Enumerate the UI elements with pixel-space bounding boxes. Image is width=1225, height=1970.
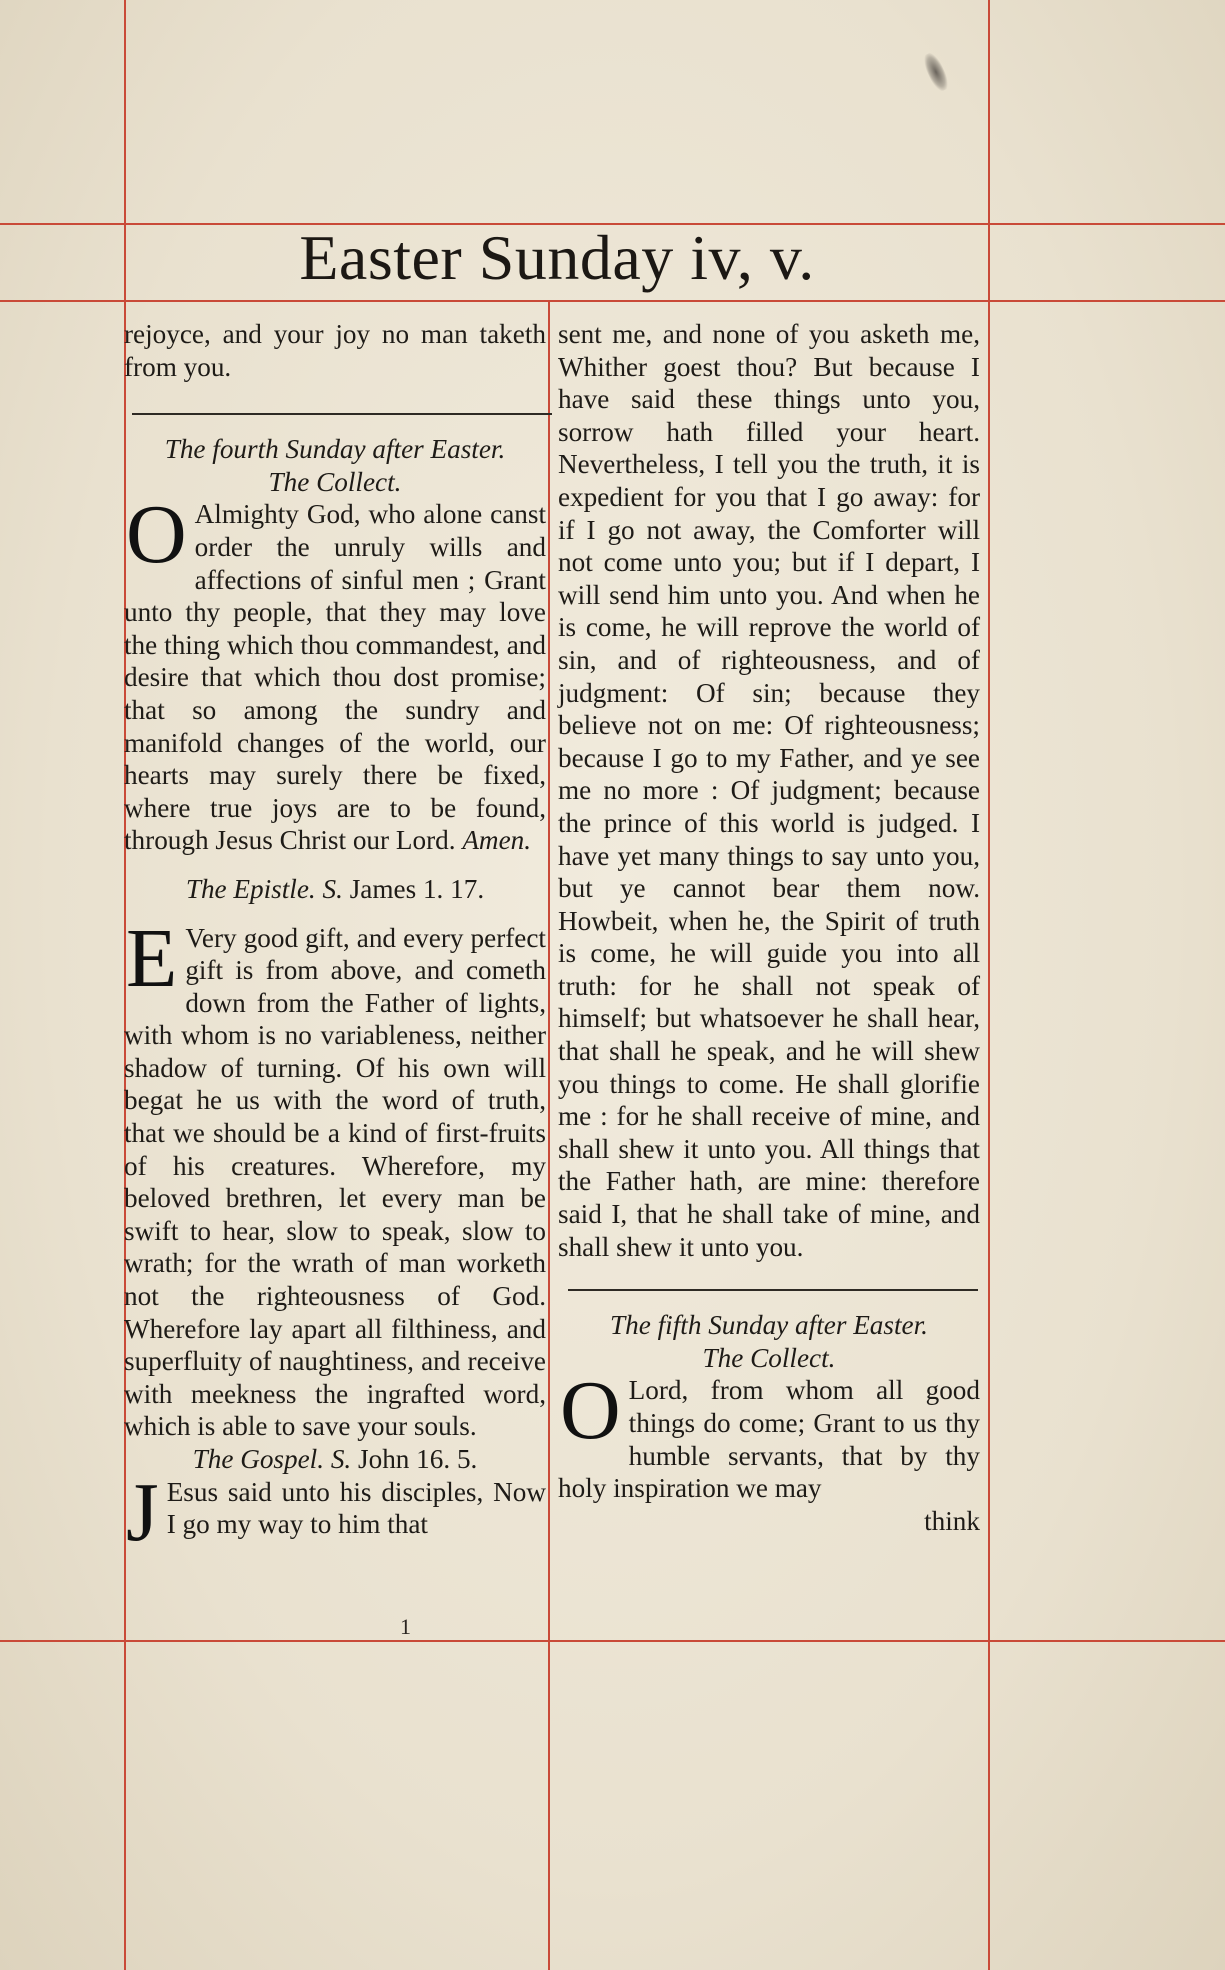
drop-cap-initial: O	[560, 1364, 621, 1458]
drop-cap-initial: J	[126, 1465, 159, 1559]
fifth-sunday-collect-heading: The Collect.	[702, 1342, 836, 1373]
right-column	[558, 318, 980, 1537]
epistle-text	[124, 911, 546, 1444]
signature-mark: 1	[400, 1614, 411, 1639]
section-divider	[132, 413, 552, 415]
catchword: think	[924, 1505, 980, 1536]
epistle-label: The Epistle.	[185, 873, 316, 904]
section-divider	[568, 1289, 978, 1291]
collect-text: Lord, from whom all good things do come; Grant to us thy humble servants, that by thy holy inspiration we may	[558, 1375, 980, 1504]
continuation-text: rejoyce, and your joy no man taketh from you.	[124, 319, 546, 382]
epistle-heading	[124, 873, 546, 906]
epistle-reference: James 1. 17.	[349, 873, 485, 904]
rule-center	[548, 300, 550, 1970]
fifth-sunday-title: The fifth Sunday after Easter.	[610, 1310, 928, 1341]
ink-blot	[920, 50, 951, 93]
drop-cap-initial: O	[126, 488, 187, 582]
running-head: Easter Sunday iv, v.	[299, 222, 815, 293]
left-column	[124, 318, 546, 1559]
gospel-label: The Gospel.	[192, 1444, 325, 1474]
gospel-reference: John 16. 5.	[358, 1444, 478, 1474]
collect-text: Almighty God, who alone canst order the unruly wills and affections of sinful men ; Grant unto thy people, that they may love the thing which thou commandest, and desire that which thou dost promise; that so among the sundry and manifold changes of the world, our hearts may surely there be fixed, where true joys are to be found, through Jesus Christ our Lord.	[124, 499, 546, 856]
fourth-sunday-collect-heading: The Collect.	[268, 466, 402, 497]
fourth-sunday-collect	[124, 488, 546, 857]
gospel-continued: sent me, and none of you asketh me, Whither goest thou? But because I have said these things unto you, sorrow hath filled your heart. Nevertheless, I tell you the truth, it is expedient for you that I go away: for if I go not away, the Comforter will not come unto you; but if I depart, I will send him unto you. And when he is come, he will reprove the world of sin, and of righteousness, and of judgment: Of sin; because they believe not on me: Of righteousness; because I go to my Father, and ye see me no more : Of judgment; because the prince of this world is judged. I have yet many things to say unto you, but ye cannot bear them now. Howbeit, when he, the Spirit of truth is come, he will guide you into all truth: for he shall not speak of himself; but whatsoever he shall hear, that shall he speak, and he will shew you things to come. He shall glorifie me : for he shall receive of mine, and shall shew it unto you. All things that the Father hath, are mine: therefore said I, that he shall take of mine, and shall shew it unto you.	[558, 319, 980, 1262]
gospel-text	[124, 1465, 546, 1559]
gospel-ref-prefix: S.	[330, 1444, 352, 1474]
gospel-heading	[124, 1443, 546, 1476]
rule-right	[988, 0, 990, 1970]
fifth-sunday-collect	[558, 1364, 980, 1504]
epistle-ref-prefix: S.	[322, 873, 343, 904]
rule-head-bottom	[0, 300, 1225, 302]
rule-bottom	[0, 1640, 1225, 1642]
gospel-body: Esus said unto his disciples, Now I go my way to him that	[166, 1476, 546, 1540]
amen: Amen.	[462, 825, 532, 856]
drop-cap-initial: E	[126, 911, 178, 1005]
fourth-sunday-title: The fourth Sunday after Easter.	[164, 434, 506, 465]
epistle-body: Very good gift, and every perfect gift is from above, and cometh down from the Father of lights, with whom is no variableness, neither shadow of turning. Of his own will begat he us with the word of truth, that we should be a kind of first-fruits of his creatures. Wherefore, my beloved brethren, let every man be swift to hear, slow to speak, slow to wrath; for the wrath of man worketh not the righteousness of God. Wherefore lay apart all filthiness, and superfluity of naughtiness, and receive with meekness the ingrafted word, which is able to save your souls.	[124, 922, 546, 1442]
